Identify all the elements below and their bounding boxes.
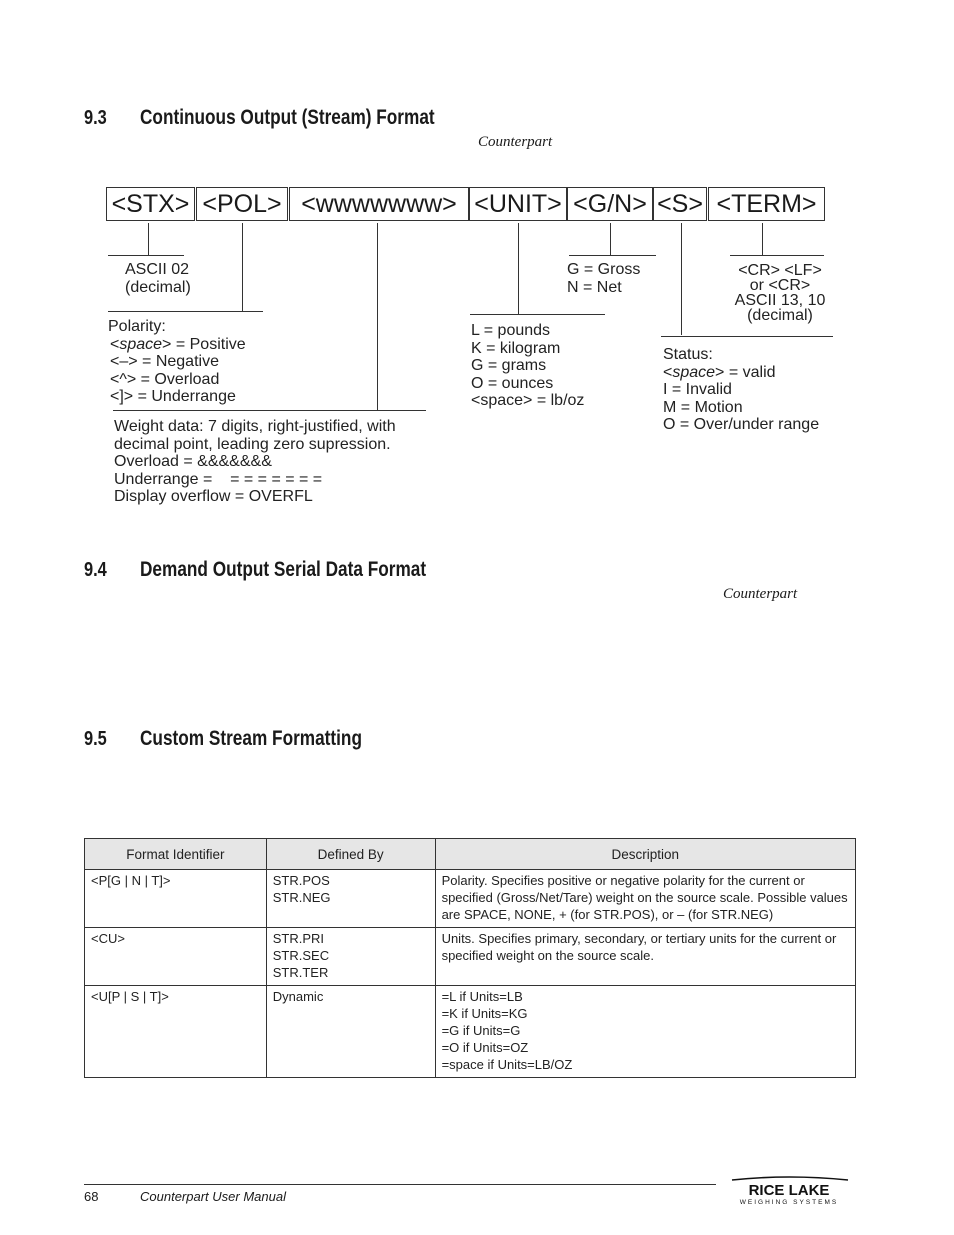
connector-line <box>762 223 763 255</box>
connector-line <box>242 223 243 311</box>
note-weight: Weight data: 7 digits, right-justified, with decimal point, leading zero supression. Overload = &&&&&&& Underrange = = = = = = = = Display overflow = OVERFL <box>114 418 396 505</box>
table-row <box>85 928 856 986</box>
note-term: <CR> <LF> or <CR> ASCII 13, 10 (decimal) <box>734 262 826 324</box>
field-pol: <POL> <box>196 187 288 221</box>
table-header: Description <box>435 839 855 870</box>
section-number: 9.5 <box>84 728 107 750</box>
rice-lake-logo-mark <box>726 1176 852 1206</box>
connector-line <box>108 311 263 312</box>
connector-line <box>108 255 184 256</box>
table-row <box>85 986 856 1078</box>
table-cell-defined-by: STR.PRI STR.SEC STR.TER <box>266 928 435 986</box>
table-header: Defined By <box>266 839 435 870</box>
section-number: 9.3 <box>84 107 107 129</box>
table-cell-id: <P[G | N | T]> <box>85 870 267 928</box>
section-subtext: Counterpart <box>723 586 798 602</box>
field-weight: <wwwwwww> <box>289 187 469 221</box>
status-other-values: I = Invalid M = Motion O = Over/under range <box>663 381 820 433</box>
polarity-title: Polarity: <box>108 318 166 335</box>
field-status: <S> <box>653 187 707 221</box>
note-stx: ASCII 02 (decimal) <box>125 261 191 296</box>
field-stx: <STX> <box>106 187 195 221</box>
section-number: 9.4 <box>84 559 107 581</box>
polarity-positive: <space> = Positive <box>110 335 246 353</box>
field-term: <TERM> <box>708 187 825 221</box>
polarity-positive-text: > = Positive <box>162 335 246 353</box>
section-subtext: Counterpart <box>478 134 553 150</box>
table-cell-description: =L if Units=LB =K if Units=KG =G if Units=G =O if Units=OZ =space if Units=LB/OZ <box>435 986 855 1078</box>
format-identifier-table <box>84 838 856 1078</box>
status-valid-text: > = valid <box>715 363 776 381</box>
page-number: 68 <box>84 1189 99 1204</box>
field-gn: <G/N> <box>567 187 653 221</box>
connector-line <box>113 410 426 411</box>
table-cell-description: Units. Specifies primary, secondary, or tertiary units for the current or specified weight on the source scale. <box>435 928 855 986</box>
section-title: Demand Output Serial Data Format <box>140 558 427 581</box>
logo-sub-text: WEIGHING SYSTEMS <box>739 1199 839 1206</box>
table-header-row <box>85 839 856 870</box>
connector-line <box>610 223 611 255</box>
field-unit: <UNIT> <box>469 187 567 221</box>
status-space-label: space <box>672 363 716 381</box>
connector-line <box>148 223 149 255</box>
polarity-other-values: <–> = Negative <^> = Overload <]> = Underrange <box>110 353 236 405</box>
table-header: Format Identifier <box>85 839 267 870</box>
table-cell-description: Polarity. Specifies positive or negative polarity for the current or specified (Gross/Net/Tare) weight on the source scale. Possible values are SPACE, NONE, + (for STR.POS), or – (for STR.NEG) <box>435 870 855 928</box>
note-gross-net: G = Gross N = Net <box>567 261 641 296</box>
table-row <box>85 870 856 928</box>
manual-title: Counterpart User Manual <box>140 1189 286 1204</box>
status-valid: <space> = valid <box>663 363 776 381</box>
note-polarity <box>108 318 246 406</box>
polarity-space-label: space <box>119 335 163 353</box>
connector-line <box>377 223 378 410</box>
note-unit: L = pounds K = kilogram G = grams O = ounces <space> = lb/oz <box>471 322 585 409</box>
status-title: Status: <box>663 346 713 363</box>
section-title: Continuous Output (Stream) Format <box>140 106 435 129</box>
connector-line <box>470 314 605 315</box>
table-cell-defined-by: Dynamic <box>266 986 435 1078</box>
table-cell-id: <U[P | S | T]> <box>85 986 267 1078</box>
table-cell-defined-by: STR.POS STR.NEG <box>266 870 435 928</box>
connector-line <box>518 223 519 314</box>
logo-main-text: RICE LAKE <box>748 1182 830 1199</box>
note-status <box>663 346 819 434</box>
table-cell-id: <CU> <box>85 928 267 986</box>
footer-rule <box>84 1184 716 1185</box>
connector-line <box>730 255 824 256</box>
connector-line <box>569 255 656 256</box>
connector-line <box>661 336 833 337</box>
connector-line <box>681 223 682 335</box>
section-title: Custom Stream Formatting <box>140 727 362 750</box>
rice-lake-logo <box>726 1176 852 1206</box>
